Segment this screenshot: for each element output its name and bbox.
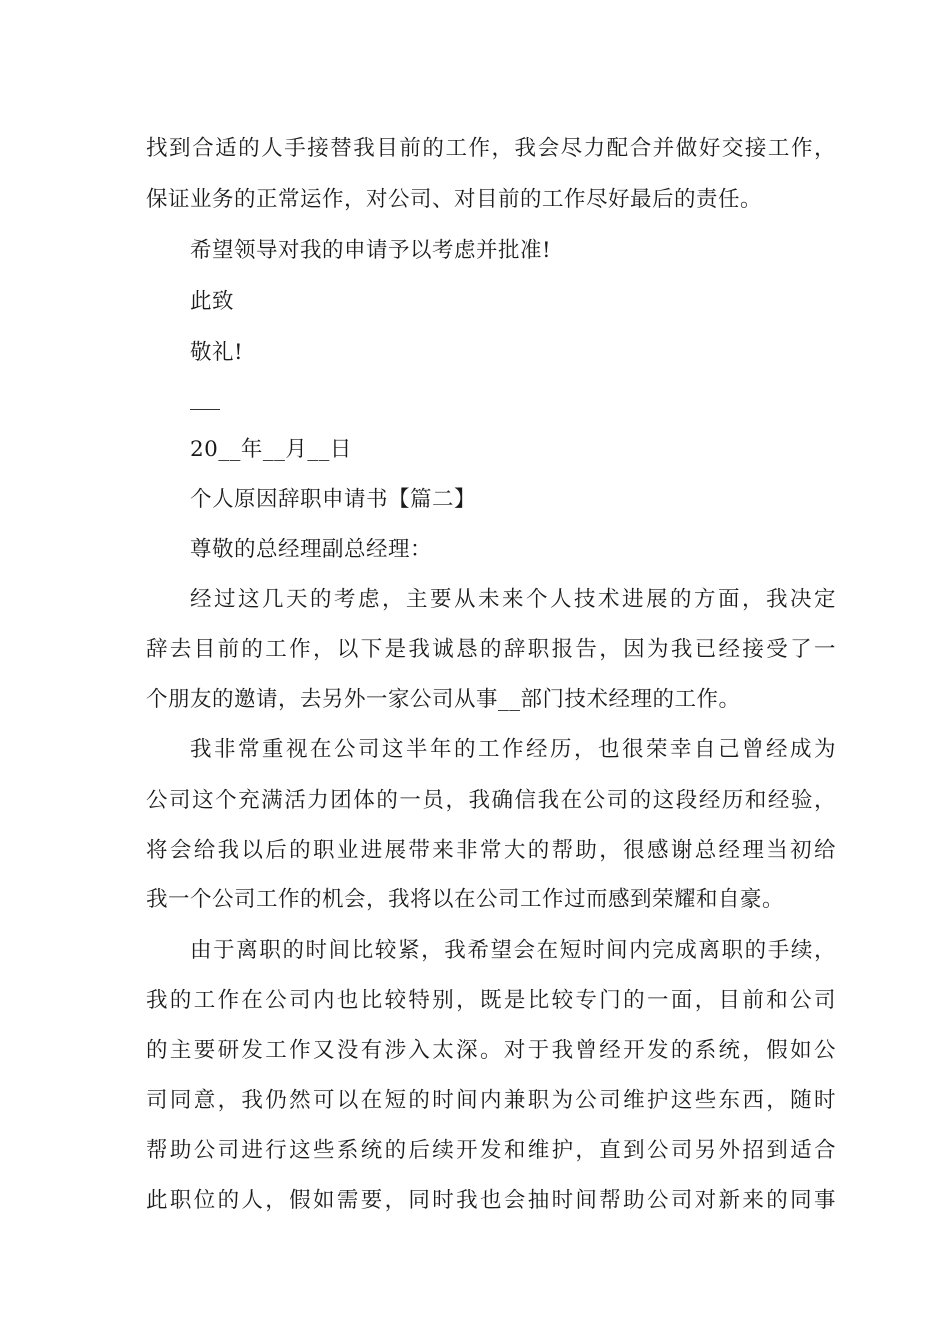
- paragraph-line: 我一个公司工作的机会，我将以在公司工作过而感到荣耀和自豪。: [146, 887, 785, 912]
- greeting: 尊敬的总经理副总经理：: [190, 537, 433, 562]
- paragraph-line: 希望领导对我的申请予以考虑并批准!: [190, 238, 552, 263]
- paragraph-line: 此职位的人，假如需要，同时我也会抽时间帮助公司对新来的同事: [146, 1188, 836, 1213]
- paragraph-line: 个朋友的邀请，去另外一家公司从事__部门技术经理的工作。: [146, 687, 741, 712]
- paragraph-line: 帮助公司进行这些系统的后续开发和维护，直到公司另外招到适合: [146, 1138, 836, 1163]
- paragraph-line: 由于离职的时间比较紧，我希望会在短时间内完成离职的手续，: [190, 938, 836, 963]
- paragraph-line: 公司这个充满活力团体的一员，我确信我在公司的这段经历和经验，: [146, 788, 836, 813]
- paragraph-line: 我的工作在公司内也比较特别，既是比较专门的一面，目前和公司: [146, 988, 836, 1013]
- paragraph-line: 辞去目前的工作，以下是我诚恳的辞职报告，因为我已经接受了一: [146, 637, 836, 662]
- paragraph-line: 的主要研发工作又没有涉入太深。对于我曾经开发的系统，假如公: [146, 1038, 836, 1063]
- closing-salutation: 此致: [190, 289, 235, 314]
- section-title: 个人原因辞职申请书【篇二】: [190, 487, 477, 512]
- date-line: 20__年__月__日: [190, 437, 352, 462]
- paragraph-line: 经过这几天的考虑，主要从未来个人技术进展的方面，我决定: [190, 587, 836, 612]
- paragraph-line: 找到合适的人手接替我目前的工作，我会尽力配合并做好交接工作，: [146, 136, 836, 161]
- paragraph-line: 将会给我以后的职业进展带来非常大的帮助，很感谢总经理当初给: [146, 838, 836, 863]
- closing-regards: 敬礼!: [190, 340, 244, 365]
- paragraph-line: 司同意，我仍然可以在短的时间内兼职为公司维护这些东西，随时: [146, 1088, 836, 1113]
- signature-blank: [190, 409, 220, 410]
- paragraph-line: 我非常重视在公司这半年的工作经历，也很荣幸自己曾经成为: [190, 737, 836, 762]
- paragraph-line: 保证业务的正常运作，对公司、对目前的工作尽好最后的责任。: [146, 187, 763, 212]
